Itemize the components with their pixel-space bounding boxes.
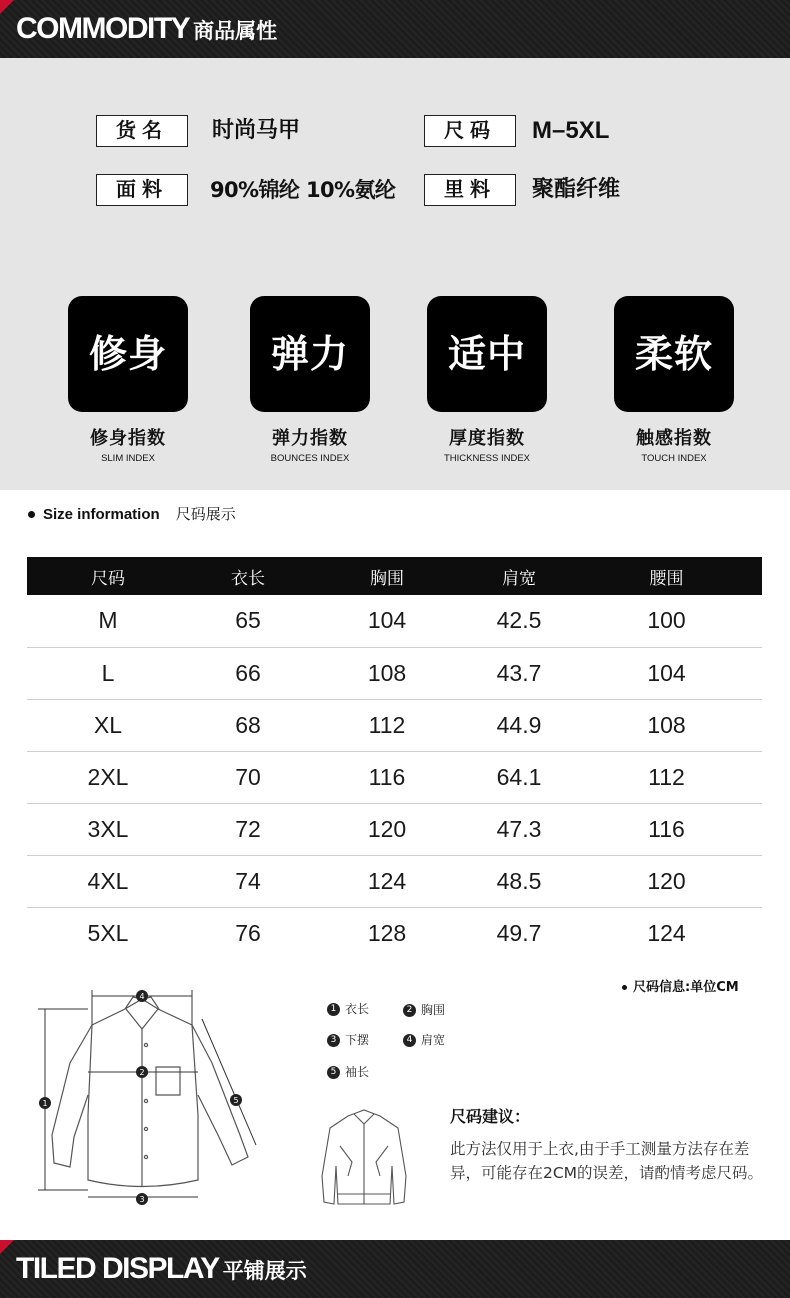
col-header: 腰围 bbox=[571, 557, 762, 595]
marker-5: 5 bbox=[233, 1096, 239, 1105]
table-row bbox=[27, 647, 762, 699]
table-cell: 100 bbox=[571, 595, 762, 647]
table-cell: 120 bbox=[571, 855, 762, 907]
table-cell: 128 bbox=[367, 919, 407, 946]
footer-title-en: TILED DISPLAY bbox=[16, 1252, 219, 1285]
table-cell: 65 bbox=[189, 595, 307, 647]
size-table bbox=[27, 557, 762, 959]
table-cell: 66 bbox=[189, 647, 307, 699]
col-header: 尺码 bbox=[27, 557, 189, 595]
feature-bounce bbox=[230, 296, 390, 464]
feature-tile: 弹力 bbox=[250, 296, 370, 412]
feature-tile: 修身 bbox=[68, 296, 188, 412]
table-cell: 76 bbox=[235, 919, 261, 946]
table-row bbox=[27, 803, 762, 855]
bullet-icon bbox=[622, 985, 627, 990]
marker-3: 3 bbox=[139, 1195, 145, 1204]
table-row bbox=[27, 907, 762, 959]
bullet-icon bbox=[28, 511, 35, 518]
feature-name-en: THICKNESS INDEX bbox=[443, 453, 531, 464]
table-cell: 104 bbox=[307, 595, 467, 647]
legend-item: 1 衣长 bbox=[327, 1000, 369, 1017]
jacket-icon bbox=[318, 1106, 410, 1210]
table-cell: 3XL bbox=[27, 803, 189, 855]
advice-title: 尺码建议： bbox=[450, 1107, 531, 1126]
table-cell: 112 bbox=[571, 751, 762, 803]
table-cell: 74 bbox=[189, 855, 307, 907]
legend-item: 2 胸围 bbox=[403, 1001, 445, 1018]
table-cell: 70 bbox=[189, 751, 307, 803]
feature-name-zh: 触感指数 bbox=[636, 428, 712, 449]
feature-name-zh: 厚度指数 bbox=[449, 428, 525, 449]
col-header: 衣长 bbox=[189, 557, 307, 595]
table-cell: 48.5 bbox=[467, 855, 571, 907]
table-cell: 47.3 bbox=[467, 803, 571, 855]
footer-bar bbox=[0, 1240, 790, 1298]
table-cell: 4XL bbox=[27, 855, 189, 907]
table-cell: M bbox=[27, 595, 189, 647]
attr-value-fabric: 90%锦纶 10%氨纶 bbox=[210, 178, 396, 202]
attr-label-name: 货名 bbox=[96, 115, 188, 147]
table-cell: 104 bbox=[571, 647, 762, 699]
table-cell: 116 bbox=[307, 751, 467, 803]
size-info-heading bbox=[28, 500, 236, 528]
feature-tile: 柔软 bbox=[614, 296, 734, 412]
table-cell: 108 bbox=[571, 699, 762, 751]
feature-name-en: SLIM INDEX bbox=[101, 453, 155, 464]
table-cell: 49.7 bbox=[496, 919, 542, 946]
marker-2: 2 bbox=[139, 1068, 145, 1077]
col-header: 肩宽 bbox=[467, 557, 571, 595]
shirt-diagram-icon bbox=[30, 985, 280, 1210]
header-title-zh: 商品属性 bbox=[193, 19, 278, 43]
table-cell: 108 bbox=[307, 647, 467, 699]
unit-note-text: 尺码信息:单位CM bbox=[633, 980, 739, 995]
feature-name-zh: 弹力指数 bbox=[272, 428, 348, 449]
header-title-en: COMMODITY bbox=[16, 12, 190, 45]
table-row bbox=[27, 699, 762, 751]
feature-thickness bbox=[407, 296, 567, 464]
legend-item: 4 肩宽 bbox=[403, 1031, 445, 1048]
marker-1: 1 bbox=[42, 1099, 48, 1108]
table-cell: 112 bbox=[307, 699, 467, 751]
feature-touch bbox=[594, 296, 754, 464]
table-cell: 124 bbox=[307, 855, 467, 907]
table-cell: 68 bbox=[189, 699, 307, 751]
table-cell: 5XL bbox=[87, 919, 129, 946]
table-row bbox=[27, 855, 762, 907]
attr-value-name: 时尚马甲 bbox=[212, 118, 301, 143]
footer-title bbox=[16, 1240, 307, 1298]
table-cell: L bbox=[27, 647, 189, 699]
table-cell: 2XL bbox=[27, 751, 189, 803]
attr-label-fabric: 面料 bbox=[96, 174, 188, 206]
table-cell: 124 bbox=[647, 919, 686, 946]
corner-accent bbox=[0, 0, 14, 14]
attr-label-lining: 里料 bbox=[424, 174, 516, 206]
table-cell: 43.7 bbox=[467, 647, 571, 699]
table-cell: 116 bbox=[571, 803, 762, 855]
table-cell: 44.9 bbox=[467, 699, 571, 751]
footer-title-zh: 平铺展示 bbox=[222, 1259, 307, 1283]
advice-text: 此方法仅用于上衣,由于手工测量方法存在差异，可能存在2CM的误差，请酌情考虑尺码。 bbox=[450, 1140, 764, 1182]
feature-name-zh: 修身指数 bbox=[90, 428, 166, 449]
attr-value-size: M–5XL bbox=[532, 117, 610, 144]
table-cell: 120 bbox=[307, 803, 467, 855]
feature-name-en: BOUNCES INDEX bbox=[270, 453, 350, 464]
size-info-title-en: Size information bbox=[43, 506, 160, 523]
feature-tile: 适中 bbox=[427, 296, 547, 412]
attr-label-size: 尺码 bbox=[424, 115, 516, 147]
feature-name-en: TOUCH INDEX bbox=[641, 453, 707, 464]
legend-item: 5 袖长 bbox=[327, 1063, 369, 1080]
header-title bbox=[16, 0, 277, 58]
size-info-title-zh: 尺码展示 bbox=[175, 505, 236, 523]
marker-4: 4 bbox=[139, 992, 145, 1001]
table-row bbox=[27, 751, 762, 803]
feature-slim bbox=[48, 296, 208, 464]
table-cell: 64.1 bbox=[467, 751, 571, 803]
col-header: 胸围 bbox=[307, 557, 467, 595]
header-bar bbox=[0, 0, 790, 58]
table-header-row bbox=[27, 557, 762, 595]
unit-note bbox=[622, 976, 739, 995]
table-row bbox=[27, 595, 762, 647]
attr-value-lining: 聚酯纤维 bbox=[532, 177, 621, 202]
legend-item: 3 下摆 bbox=[327, 1031, 369, 1048]
table-cell: XL bbox=[27, 699, 189, 751]
corner-accent bbox=[0, 1240, 14, 1254]
table-cell: 72 bbox=[189, 803, 307, 855]
attribute-panel bbox=[0, 58, 790, 490]
table-cell: 42.5 bbox=[467, 595, 571, 647]
